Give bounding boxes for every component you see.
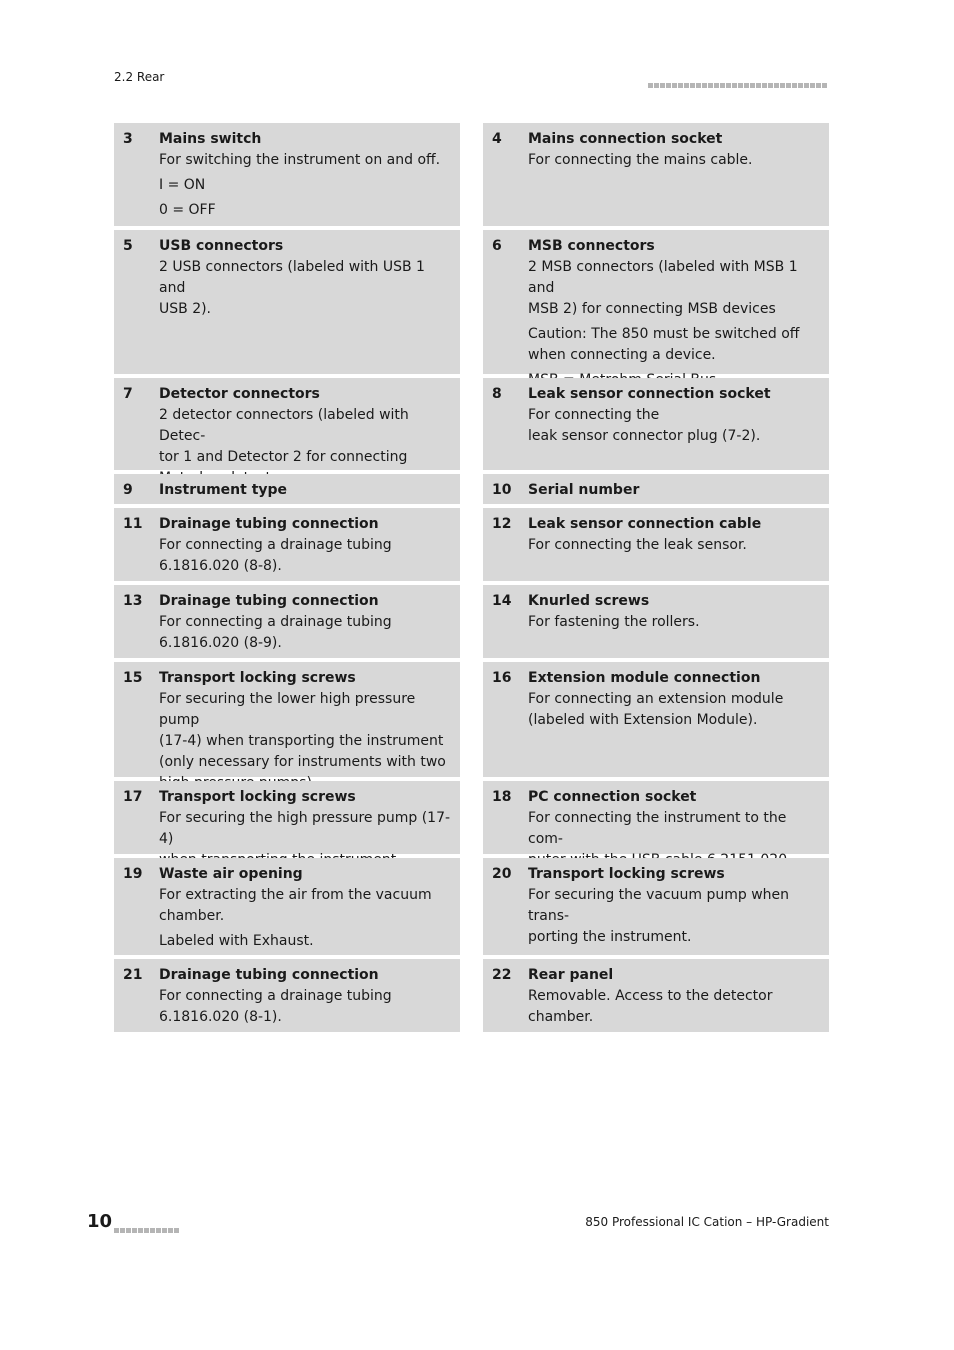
table-row <box>114 959 829 1032</box>
legend-item <box>114 508 460 581</box>
legend-item <box>483 508 829 581</box>
legend-item <box>483 959 829 1032</box>
item-number: 20 <box>492 866 512 882</box>
item-text: For connecting a drainage tubing <box>159 537 392 553</box>
item-title: PC connection socket <box>528 789 697 805</box>
item-number: 18 <box>492 789 512 805</box>
document-title: 850 Professional IC Cation – HP-Gradient <box>585 1215 829 1229</box>
item-number: 7 <box>123 386 133 402</box>
item-number: 8 <box>492 386 502 402</box>
table-row <box>114 230 829 374</box>
item-title: Leak sensor connection cable <box>528 516 762 532</box>
item-text: 6.1816.020 (8-9). <box>159 635 282 651</box>
item-title: Transport locking screws <box>159 789 356 805</box>
item-text: porting the instrument. <box>528 929 692 945</box>
item-text: 0 = OFF <box>159 202 216 218</box>
legend-item <box>483 781 829 854</box>
item-text: For securing the high pressure pump (17-4) <box>159 810 451 847</box>
legend-item <box>114 585 460 658</box>
item-text: Removable. Access to the detector chamber. <box>528 988 773 1025</box>
item-text: (only necessary for instruments with two <box>159 754 446 770</box>
item-text: (17-4) when transporting the instrument <box>159 733 444 749</box>
legend-item <box>114 474 460 504</box>
item-title: MSB connectors <box>528 238 655 254</box>
legend-item <box>483 378 829 470</box>
legend-item <box>114 123 460 226</box>
legend-table <box>114 123 829 1036</box>
item-title: Waste air opening <box>159 866 303 882</box>
item-title: Drainage tubing connection <box>159 967 379 983</box>
item-text: For extracting the air from the vacuum <box>159 887 432 903</box>
footer-decoration <box>114 1218 180 1237</box>
item-number: 11 <box>123 516 143 532</box>
item-number: 13 <box>123 593 143 609</box>
item-text: tor 1 and Detector 2 for connecting <box>159 449 408 465</box>
item-number: 15 <box>123 670 143 686</box>
item-title: Transport locking screws <box>159 670 356 686</box>
item-title: Knurled screws <box>528 593 650 609</box>
table-row <box>114 474 829 504</box>
item-text: leak sensor connector plug (7-2). <box>528 428 761 444</box>
legend-item <box>483 662 829 777</box>
legend-item <box>114 858 460 955</box>
item-number: 6 <box>492 238 502 254</box>
item-title: Leak sensor connection socket <box>528 386 771 402</box>
item-number: 3 <box>123 131 133 147</box>
item-text: For connecting the instrument to the com- <box>528 810 787 847</box>
item-number: 9 <box>123 482 133 498</box>
item-text: For connecting the <box>528 407 660 423</box>
legend-item <box>483 230 829 374</box>
item-number: 14 <box>492 593 512 609</box>
item-text: 6.1816.020 (8-8). <box>159 558 282 574</box>
caution-text: Caution: The 850 must be switched off <box>528 326 800 342</box>
item-title: Transport locking screws <box>528 866 725 882</box>
item-number: 16 <box>492 670 512 686</box>
item-number: 12 <box>492 516 512 532</box>
item-number: 4 <box>492 131 502 147</box>
item-title: Drainage tubing connection <box>159 516 379 532</box>
table-row <box>114 585 829 658</box>
table-row <box>114 378 829 470</box>
item-title: Mains connection socket <box>528 131 723 147</box>
legend-item <box>483 123 829 226</box>
legend-item <box>483 474 829 504</box>
item-text: For connecting a drainage tubing <box>159 614 392 630</box>
item-title: Instrument type <box>159 482 288 498</box>
table-row <box>114 662 829 777</box>
legend-item <box>114 378 460 470</box>
table-row <box>114 508 829 581</box>
item-title: Mains switch <box>159 131 262 147</box>
item-text: For securing the lower high pressure pump <box>159 691 416 728</box>
item-text: For securing the vacuum pump when trans- <box>528 887 790 924</box>
item-text: Labeled with Exhaust. <box>159 933 314 949</box>
legend-item <box>483 858 829 955</box>
item-title: Rear panel <box>528 967 614 983</box>
item-number: 19 <box>123 866 143 882</box>
item-title: Drainage tubing connection <box>159 593 379 609</box>
legend-item <box>114 959 460 1032</box>
table-row <box>114 123 829 226</box>
header-decoration <box>648 73 828 92</box>
item-text: For connecting the mains cable. <box>528 152 753 168</box>
legend-item <box>114 662 460 777</box>
item-title: USB connectors <box>159 238 284 254</box>
item-title: Extension module connection <box>528 670 761 686</box>
item-number: 22 <box>492 967 512 983</box>
item-number: 10 <box>492 482 512 498</box>
item-text: For connecting an extension module <box>528 691 784 707</box>
legend-item <box>483 585 829 658</box>
item-number: 17 <box>123 789 143 805</box>
item-title: Detector connectors <box>159 386 320 402</box>
item-text: when connecting a device. <box>528 347 716 363</box>
item-text: For connecting a drainage tubing <box>159 988 392 1004</box>
item-text: For connecting the leak sensor. <box>528 537 747 553</box>
item-text: USB 2). <box>159 301 212 317</box>
item-text: 6.1816.020 (8-1). <box>159 1009 282 1025</box>
page-number: 10 <box>87 1211 113 1232</box>
item-text: chamber. <box>159 908 225 924</box>
item-text: For fastening the rollers. <box>528 614 700 630</box>
item-number: 5 <box>123 238 133 254</box>
item-text: I = ON <box>159 177 206 193</box>
section-header: 2.2 Rear <box>114 70 165 84</box>
item-title: Serial number <box>528 482 640 498</box>
item-text: 2 USB connectors (labeled with USB 1 and <box>159 259 425 296</box>
item-number: 21 <box>123 967 143 983</box>
item-text: For switching the instrument on and off. <box>159 152 441 168</box>
item-text: MSB 2) for connecting MSB devices <box>528 301 776 317</box>
item-text: (labeled with Extension Module). <box>528 712 758 728</box>
table-row <box>114 858 829 955</box>
legend-item <box>114 781 460 854</box>
item-text: 2 detector connectors (labeled with Detec- <box>159 407 409 444</box>
legend-item <box>114 230 460 374</box>
table-row <box>114 781 829 854</box>
item-text: 2 MSB connectors (labeled with MSB 1 and <box>528 259 798 296</box>
